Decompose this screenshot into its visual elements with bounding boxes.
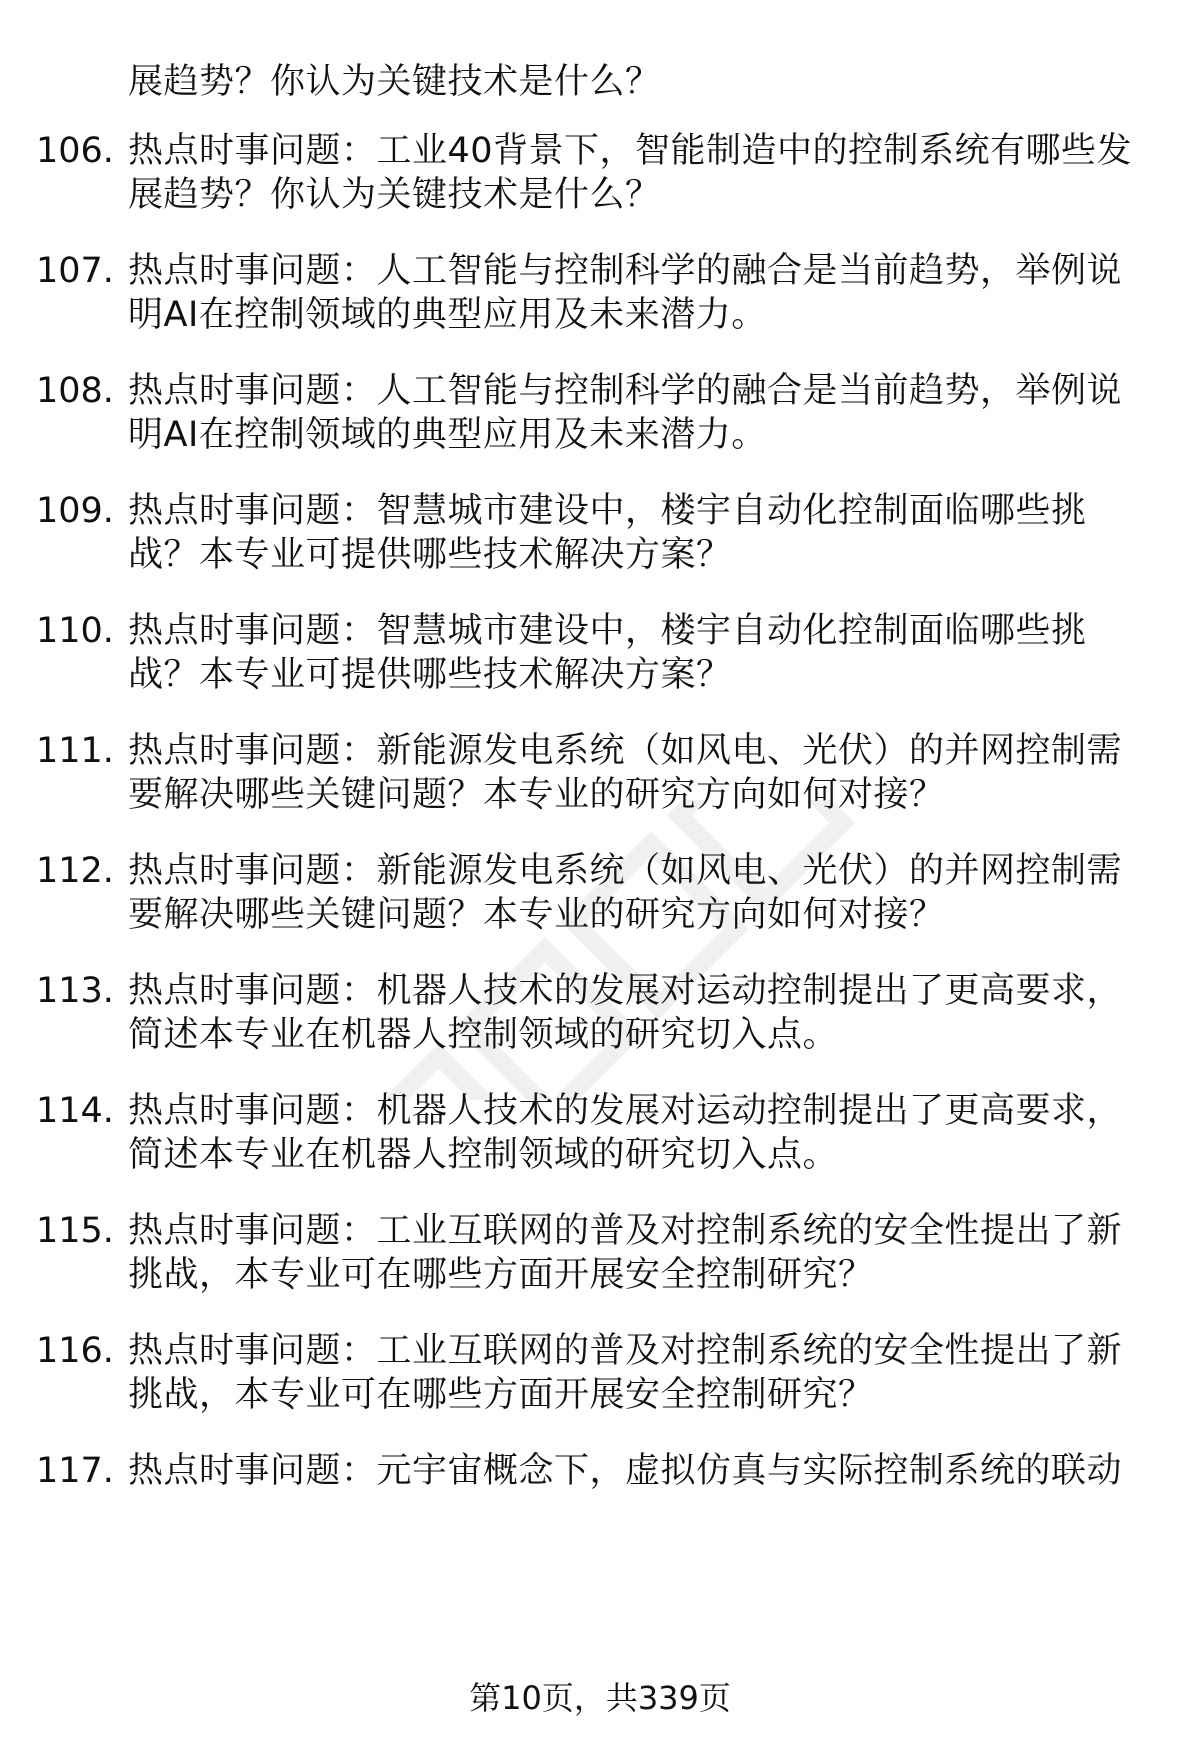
question-number: 113. xyxy=(36,971,114,1011)
page-footer: 第10页，共339页 xyxy=(469,1679,731,1717)
question-number: 109. xyxy=(36,491,114,531)
question-text-line1: 热点时事问题：机器人技术的发展对运动控制提出了更高要求， xyxy=(128,971,1123,1011)
question-text-line2: 简述本专业在机器人控制领域的研究切入点。 xyxy=(128,1135,839,1175)
question-number: 111. xyxy=(36,731,114,771)
question-text-line1: 热点时事问题：工业40背景下，智能制造中的控制系统有哪些发 xyxy=(128,131,1133,171)
question-text-line2: 战？本专业可提供哪些技术解决方案？ xyxy=(128,655,732,695)
question-text-line2: 挑战，本专业可在哪些方面开展安全控制研究？ xyxy=(128,1255,874,1295)
question-text-line2: 要解决哪些关键问题？本专业的研究方向如何对接？ xyxy=(128,895,945,935)
question-text-line1: 热点时事问题：智慧城市建设中，楼宇自动化控制面临哪些挑 xyxy=(128,491,1087,531)
question-number: 115. xyxy=(36,1211,114,1251)
question-text-line2: 战？本专业可提供哪些技术解决方案？ xyxy=(128,535,732,575)
question-text-line1: 热点时事问题：机器人技术的发展对运动控制提出了更高要求， xyxy=(128,1091,1123,1131)
question-text-line1: 热点时事问题：新能源发电系统（如风电、光伏）的并网控制需 xyxy=(128,851,1123,891)
question-text-line1: 热点时事问题：工业互联网的普及对控制系统的安全性提出了新 xyxy=(128,1211,1123,1251)
question-number: 107. xyxy=(36,251,114,291)
question-text-line2: 展趋势？你认为关键技术是什么？ xyxy=(128,175,661,215)
question-text-line1: 热点时事问题：新能源发电系统（如风电、光伏）的并网控制需 xyxy=(128,731,1123,771)
question-text-line2: 简述本专业在机器人控制领域的研究切入点。 xyxy=(128,1015,839,1055)
question-text-line2: 要解决哪些关键问题？本专业的研究方向如何对接？ xyxy=(128,775,945,815)
question-text-line1: 热点时事问题：元宇宙概念下，虚拟仿真与实际控制系统的联动 xyxy=(128,1451,1123,1491)
question-text-line2: 挑战，本专业可在哪些方面开展安全控制研究？ xyxy=(128,1375,874,1415)
question-number: 110. xyxy=(36,611,114,651)
question-text-line1: 热点时事问题：人工智能与控制科学的融合是当前趋势，举例说 xyxy=(128,251,1123,291)
question-text-line2: 明AI在控制领域的典型应用及未来潜力。 xyxy=(128,295,767,335)
question-text-line1: 热点时事问题：工业互联网的普及对控制系统的安全性提出了新 xyxy=(128,1331,1123,1371)
continuation-line: 展趋势？你认为关键技术是什么？ xyxy=(128,62,661,102)
question-text-line1: 热点时事问题：智慧城市建设中，楼宇自动化控制面临哪些挑 xyxy=(128,611,1087,651)
question-number: 114. xyxy=(36,1091,114,1131)
question-number: 108. xyxy=(36,371,114,411)
question-number: 116. xyxy=(36,1331,114,1371)
question-number: 117. xyxy=(36,1451,114,1491)
question-text-line1: 热点时事问题：人工智能与控制科学的融合是当前趋势，举例说 xyxy=(128,371,1123,411)
question-number: 112. xyxy=(36,851,114,891)
question-text-line2: 明AI在控制领域的典型应用及未来潜力。 xyxy=(128,415,767,455)
question-number: 106. xyxy=(36,131,114,171)
